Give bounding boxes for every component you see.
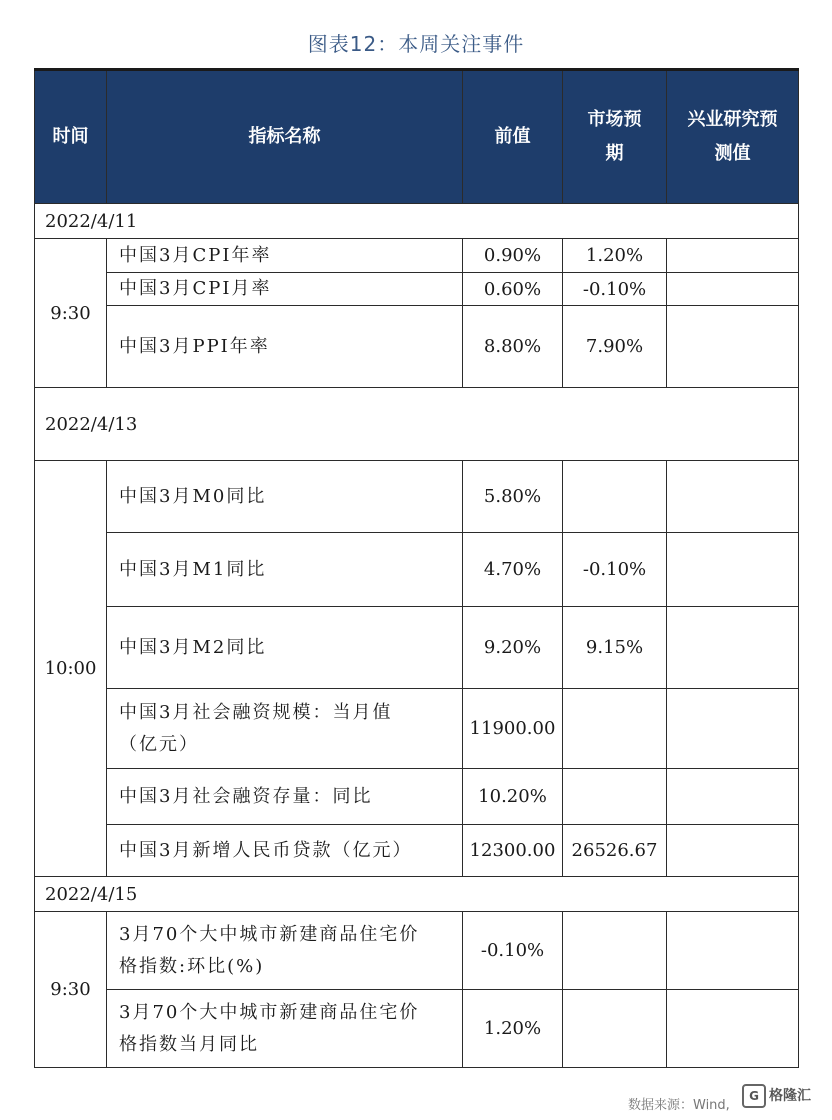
date-row <box>35 877 799 912</box>
table-row <box>35 306 799 388</box>
previous-value: 1.20% <box>463 990 563 1068</box>
market-forecast: 1.20% <box>563 239 667 273</box>
previous-value: -0.10% <box>463 912 563 990</box>
header-xingye-line2: 测值 <box>714 143 751 164</box>
header-xingye-forecast <box>667 70 799 204</box>
market-forecast: -0.10% <box>563 533 667 607</box>
indicator-name-line2: 格指数当月同比 <box>119 1033 259 1055</box>
time-cell: 9:30 <box>35 239 107 388</box>
data-source: 数据来源：Wind, <box>628 1098 730 1113</box>
table-row <box>35 239 799 273</box>
xingye-forecast <box>667 533 799 607</box>
table-row <box>35 607 799 689</box>
indicator-name: 中国3月CPI年率 <box>107 239 463 273</box>
table-row <box>35 461 799 533</box>
figure-title: 图表12：本周关注事件 <box>307 32 525 56</box>
table-row <box>35 912 799 990</box>
date-row <box>35 204 799 239</box>
table-row <box>35 990 799 1068</box>
previous-value: 11900.00 <box>463 689 563 769</box>
previous-value: 9.20% <box>463 607 563 689</box>
gelonghui-logo <box>742 1084 811 1108</box>
xingye-forecast <box>667 825 799 877</box>
date-label: 2022/4/11 <box>35 204 799 239</box>
table-row <box>35 769 799 825</box>
header-row <box>35 70 799 204</box>
time-cell: 9:30 <box>35 912 107 1068</box>
xingye-forecast <box>667 689 799 769</box>
previous-value: 8.80% <box>463 306 563 388</box>
table-row <box>35 533 799 607</box>
time-cell: 10:00 <box>35 461 107 877</box>
market-forecast <box>563 769 667 825</box>
xingye-forecast <box>667 769 799 825</box>
indicator-name: 中国3月PPI年率 <box>107 306 463 388</box>
logo-mark-icon: G <box>742 1084 766 1108</box>
previous-value: 0.60% <box>463 273 563 306</box>
xingye-forecast <box>667 461 799 533</box>
indicator-name: 中国3月新增人民币贷款（亿元） <box>107 825 463 877</box>
indicator-name: 中国3月社会融资存量：同比 <box>107 769 463 825</box>
indicator-name: 中国3月CPI月率 <box>107 273 463 306</box>
market-forecast: 7.90% <box>563 306 667 388</box>
previous-value: 10.20% <box>463 769 563 825</box>
xingye-forecast <box>667 912 799 990</box>
market-forecast <box>563 461 667 533</box>
market-forecast: 9.15% <box>563 607 667 689</box>
xingye-forecast <box>667 990 799 1068</box>
previous-value: 5.80% <box>463 461 563 533</box>
header-time: 时间 <box>35 70 107 204</box>
market-forecast <box>563 689 667 769</box>
indicator-name-line1: 中国3月社会融资规模：当月值 <box>119 701 393 723</box>
date-label: 2022/4/13 <box>35 388 799 461</box>
xingye-forecast <box>667 306 799 388</box>
indicator-name-line1: 3月70个大中城市新建商品住宅价 <box>119 1001 420 1023</box>
market-forecast: -0.10% <box>563 273 667 306</box>
header-previous: 前值 <box>463 70 563 204</box>
indicator-name: 中国3月M0同比 <box>107 461 463 533</box>
table-row <box>35 825 799 877</box>
indicator-name <box>107 689 463 769</box>
indicator-name <box>107 990 463 1068</box>
indicator-name <box>107 912 463 990</box>
header-market-line2: 期 <box>605 143 624 164</box>
header-market-line1: 市场预 <box>587 109 642 130</box>
market-forecast <box>563 912 667 990</box>
table-row <box>35 689 799 769</box>
xingye-forecast <box>667 273 799 306</box>
header-indicator-name: 指标名称 <box>107 70 463 204</box>
header-xingye-line1: 兴业研究预 <box>687 109 778 130</box>
indicator-name: 中国3月M2同比 <box>107 607 463 689</box>
date-row <box>35 388 799 461</box>
header-market-forecast <box>563 70 667 204</box>
previous-value: 0.90% <box>463 239 563 273</box>
indicator-name-line1: 3月70个大中城市新建商品住宅价 <box>119 923 420 945</box>
xingye-forecast <box>667 239 799 273</box>
indicator-name: 中国3月M1同比 <box>107 533 463 607</box>
indicator-name-line2: 格指数:环比(%) <box>119 955 265 977</box>
market-forecast: 26526.67 <box>563 825 667 877</box>
table-row <box>35 273 799 306</box>
date-label: 2022/4/15 <box>35 877 799 912</box>
events-table <box>34 68 799 1068</box>
logo-text: 格隆汇 <box>769 1088 811 1104</box>
indicator-name-line2: （亿元） <box>119 733 199 755</box>
previous-value: 4.70% <box>463 533 563 607</box>
previous-value: 12300.00 <box>463 825 563 877</box>
market-forecast <box>563 990 667 1068</box>
xingye-forecast <box>667 607 799 689</box>
